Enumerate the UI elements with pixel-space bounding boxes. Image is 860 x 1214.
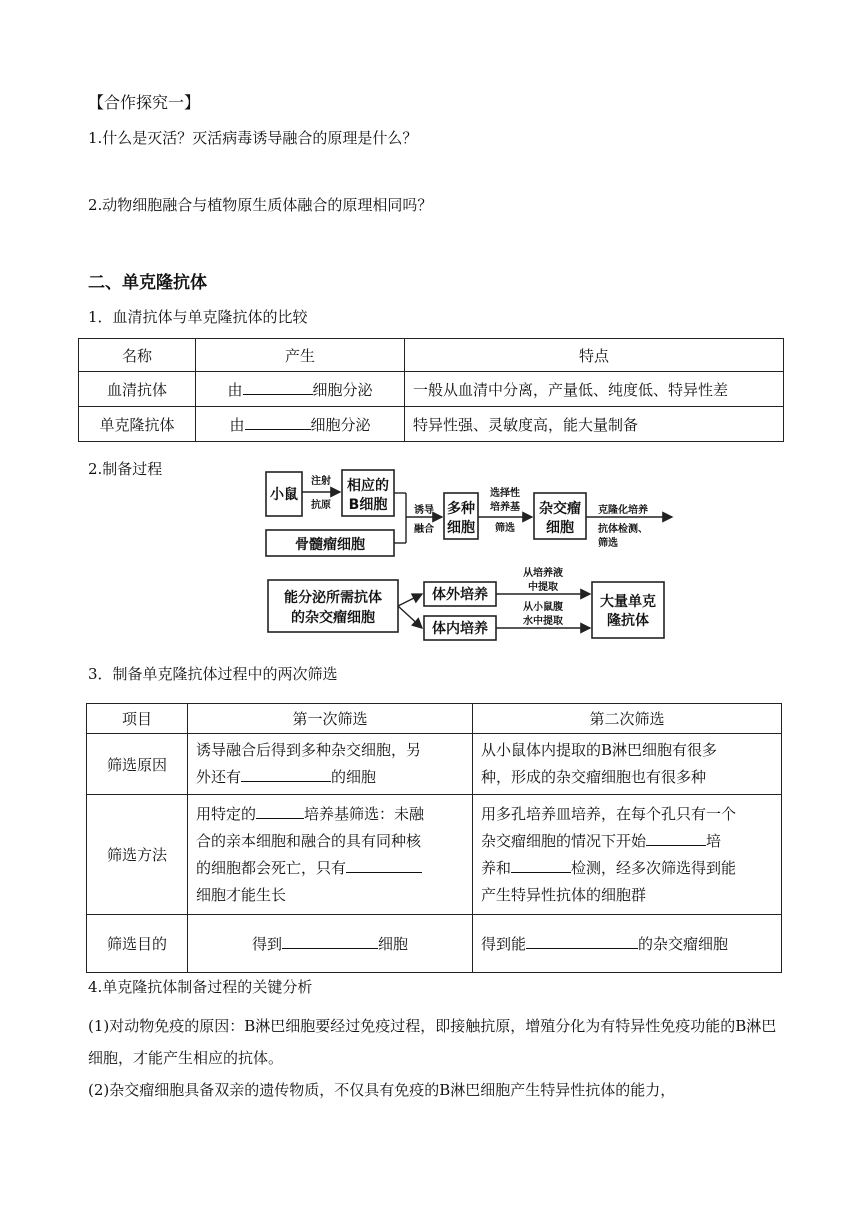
clone-label-1: 克隆化培养 (598, 505, 648, 516)
mass-antibody-box (592, 582, 664, 638)
antibody-comparison-table (78, 338, 784, 442)
header-feature: 特点 (405, 339, 784, 372)
prod-prefix: 由 (229, 415, 245, 434)
paragraph-2: (2)杂交瘤细胞具备双亲的遗传物质，不仅具有免疫的B淋巴细胞产生特异性抗体的能力， (88, 1081, 676, 1099)
text-frag: 得到能 (481, 935, 527, 953)
text-frag: 得到 (251, 935, 282, 953)
fill-blank[interactable] (282, 934, 378, 949)
text-line (481, 828, 773, 855)
text-line: 诱导融合后得到多种杂交细胞，另 (196, 741, 422, 759)
ascites-extract-1: 从小鼠腹 (523, 602, 563, 613)
fill-blank[interactable] (243, 380, 313, 395)
subsection-4-title: 4.单克隆抗体制备过程的关键分析 (88, 978, 313, 996)
text-line: 用多孔培养皿培养，在每个孔只有一个 (481, 804, 737, 823)
fill-blank[interactable] (245, 415, 311, 430)
subsection-2-title: 2.制备过程 (88, 460, 163, 478)
fill-blank[interactable] (241, 767, 331, 782)
table-row (79, 407, 784, 442)
clone-label-2: 抗体检测、 (598, 524, 648, 535)
header-name: 名称 (79, 339, 196, 372)
text-frag: 培 (706, 831, 722, 850)
table-header-row (87, 704, 782, 734)
text-frag: 杂交瘤细胞的情况下开始 (481, 831, 647, 850)
mouse-label: 小鼠 (270, 487, 298, 503)
reason-label: 筛选原因 (87, 734, 188, 795)
table-row (87, 734, 782, 795)
coop-heading: 【合作探究一】 (88, 93, 201, 112)
text-line: 从小鼠体内提取的B淋巴细胞有很多 (481, 741, 718, 759)
myeloma-label: 骨髓瘤细胞 (295, 537, 365, 553)
inject-label-2: 抗原 (311, 500, 331, 511)
fill-blank[interactable] (511, 858, 571, 873)
method-label: 筛选方法 (87, 795, 188, 915)
text-line: 产生特异性抗体的细胞群 (481, 885, 647, 904)
secreting-label-2: 的杂交瘤细胞 (291, 610, 375, 626)
multi-label-1: 多种 (447, 501, 475, 517)
hybrid-label-1: 杂交瘤 (539, 501, 581, 517)
text-frag: 培养基筛选：未融 (304, 804, 425, 823)
fill-blank[interactable] (256, 804, 304, 819)
row-production (196, 407, 405, 442)
text-frag: 检测，经多次筛选得到能 (571, 858, 737, 877)
question-2: 2.动物细胞融合与植物原生质体融合的原理相同吗？ (88, 196, 433, 214)
subsection-3-title: 3．制备单克隆抗体过程中的两次筛选 (88, 665, 338, 683)
in-vivo-label: 体内培养 (432, 621, 488, 637)
header-item: 项目 (87, 704, 188, 734)
multi-label-2: 细胞 (447, 520, 475, 536)
induce-label-1: 诱导 (414, 505, 434, 516)
prod-suffix: 细胞分泌 (312, 380, 373, 399)
select-label-2: 培养基 (490, 502, 520, 513)
text-line: 细胞才能生长 (196, 885, 287, 904)
paragraph-1: (1)对动物免疫的原因：B淋巴细胞要经过免疫过程，即接触抗原，增殖分化为有特异性免疫功能的B淋巴细胞，才能产生相应的抗体。 (88, 1017, 777, 1067)
table-row (87, 915, 782, 973)
in-vitro-label: 体外培养 (432, 587, 488, 603)
text-line (196, 801, 464, 828)
method-second (473, 795, 782, 915)
medium-extract-2: 中提取 (528, 582, 558, 593)
purpose-second (473, 915, 782, 973)
text-line: 合的亲本细胞和融合的具有同种核 (196, 831, 422, 850)
hybrid-label-2: 细胞 (546, 520, 574, 536)
row-name: 血清抗体 (79, 372, 196, 407)
header-first: 第一次筛选 (188, 704, 473, 734)
method-first (188, 795, 473, 915)
mass-label-1: 大量单克 (600, 594, 656, 610)
section-title: 二、单克隆抗体 (88, 273, 207, 293)
mass-label-2: 隆抗体 (607, 613, 649, 629)
fill-blank[interactable] (526, 934, 638, 949)
b-cell-label-2: B细胞 (348, 497, 388, 513)
reason-second (473, 734, 782, 795)
row-feature: 特异性强、灵敏度高，能大量制备 (405, 407, 784, 442)
ascites-extract-2: 水中提取 (523, 616, 563, 627)
text-line (196, 764, 464, 791)
screening-table (86, 703, 782, 973)
medium-extract-1: 从培养液 (523, 568, 563, 579)
text-frag: 用特定的 (196, 804, 257, 823)
induce-label-2: 融合 (414, 524, 434, 535)
table-row (79, 372, 784, 407)
header-second: 第二次筛选 (473, 704, 782, 734)
table-row (87, 795, 782, 915)
text-line (481, 855, 773, 882)
prod-prefix: 由 (227, 380, 243, 399)
secreting-label-1: 能分泌所需抗体 (284, 590, 382, 606)
fill-blank[interactable] (346, 858, 422, 873)
row-name: 单克隆抗体 (79, 407, 196, 442)
subsection-1-title: 1．血清抗体与单克隆抗体的比较 (88, 308, 308, 326)
purpose-label: 筛选目的 (87, 915, 188, 973)
clone-label-3: 筛选 (598, 538, 618, 549)
text-frag: 的细胞 (331, 768, 377, 786)
text-frag: 养和 (481, 858, 512, 877)
row-production (196, 372, 405, 407)
text-frag: 的细胞都会死亡，只有 (196, 858, 347, 877)
purpose-first (188, 915, 473, 973)
select-label-3: 筛选 (495, 523, 515, 534)
text-frag: 的杂交瘤细胞 (638, 935, 729, 953)
inject-label-1: 注射 (311, 476, 331, 487)
b-cell-label-1: 相应的 (347, 478, 389, 494)
row-feature: 一般从血清中分离，产量低、纯度低、特异性差 (405, 372, 784, 407)
select-label-1: 选择性 (490, 488, 520, 499)
fill-blank[interactable] (646, 831, 706, 846)
question-1: 1.什么是灭活？灭活病毒诱导融合的原理是什么？ (88, 129, 418, 147)
text-frag: 外还有 (196, 768, 242, 786)
text-line: 种，形成的杂交瘤细胞也有很多种 (481, 768, 707, 786)
prod-suffix: 细胞分泌 (310, 415, 371, 434)
preparation-process-diagram (260, 462, 680, 648)
text-line (196, 855, 464, 882)
table-header-row (79, 339, 784, 372)
header-production: 产生 (196, 339, 405, 372)
text-frag: 细胞 (378, 935, 409, 953)
reason-first (188, 734, 473, 795)
